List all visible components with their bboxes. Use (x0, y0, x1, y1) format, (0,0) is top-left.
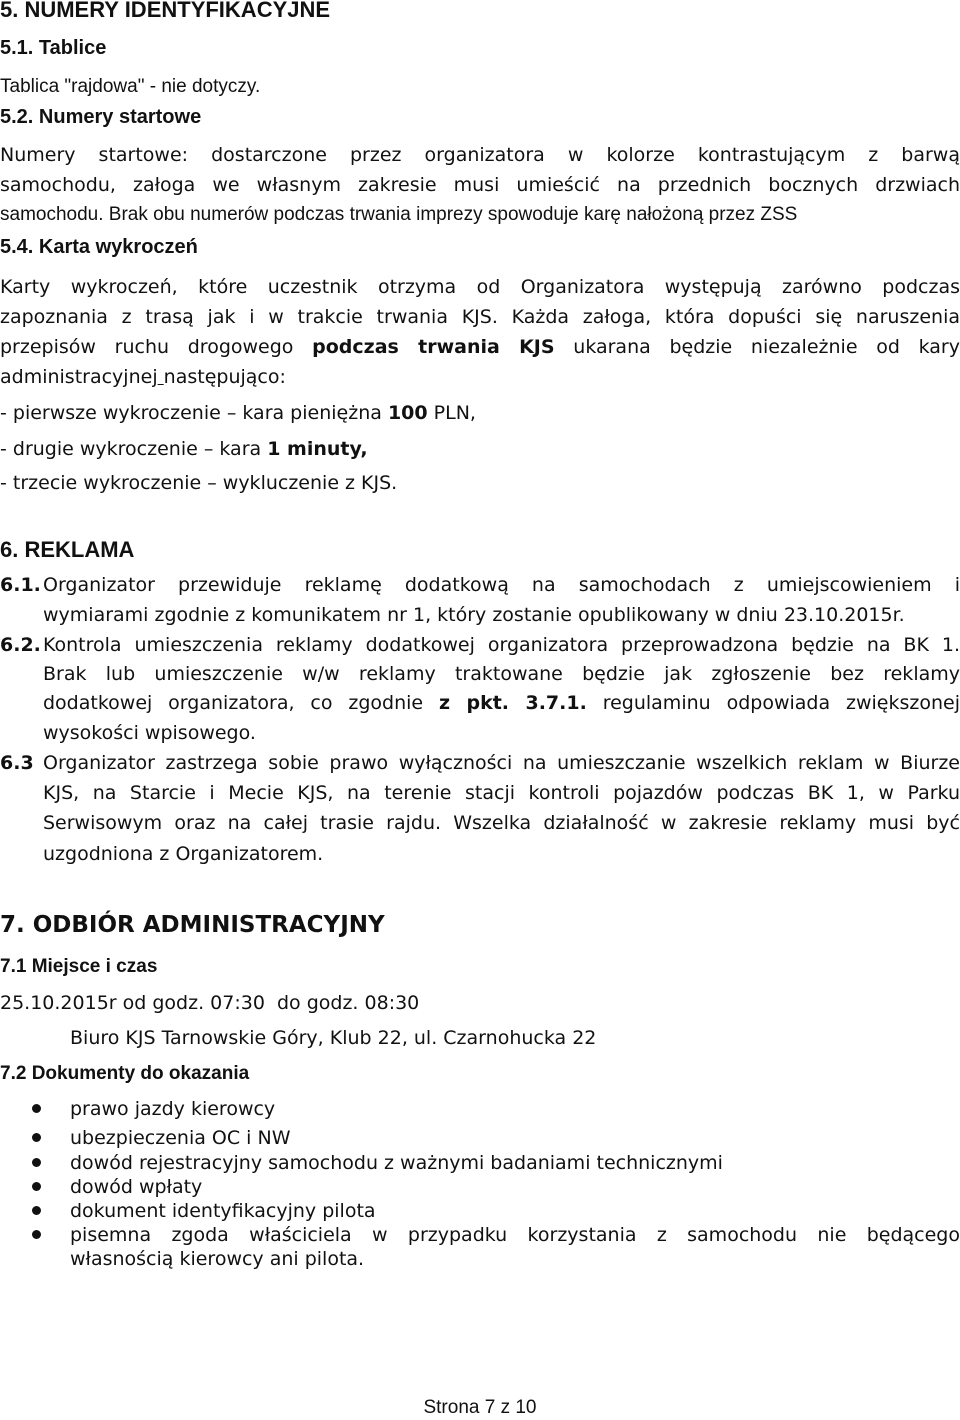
line-4-part-c: następująco: (163, 366, 286, 388)
line-3-part-a: przepisów ruchu drogowego (0, 336, 313, 358)
line-3-part-c: ukarana będzie niezależnie od kary (554, 336, 960, 358)
bullet-icon (32, 1182, 41, 1191)
penalty-1-amount: 100 (387, 402, 428, 424)
line-3-bold: podczas trwania KJS (312, 336, 555, 358)
list-item: ubezpieczenia OC i NW (70, 1127, 291, 1149)
section-5-1-text: Tablica "rajdowa" - nie dotyczy. (0, 76, 261, 97)
item-6-3-line-2: KJS, na Starcie i Mecie KJS, na terenie stacji kontroli pojazdów podczas BK 1, w Parku (43, 782, 960, 804)
item-6-1-number: 6.1. (0, 574, 41, 596)
section-5-title: 5. NUMERY IDENTYFIKACYJNE (0, 0, 331, 22)
bullet-icon (32, 1158, 41, 1167)
section-7-2-title: 7.2 Dokumenty do okazania (0, 1063, 250, 1084)
item-6-3-line-1: Organizator zastrzega sobie prawo wyłączności na umieszczanie wszelkich reklam w Biurze (43, 752, 960, 774)
item-6-2-line-1: Kontrola umieszczenia reklamy dodatkowej organizatora przeprowadzona będzie na BK 1. (43, 634, 960, 656)
line-4-part-a: administracyjnej (0, 366, 158, 388)
list-item: pisemna zgoda właściciela w przypadku korzystania z samochodu nie będącego (70, 1224, 960, 1246)
section-7-1-place: Biuro KJS Tarnowskie Góry, Klub 22, ul. Czarnohucka 22 (70, 1027, 597, 1049)
section-5-4-line-1: Karty wykroczeń, które uczestnik otrzyma od Organizatora występują zarówno podczas (0, 276, 960, 298)
penalty-3: - trzecie wykroczenie – wykluczenie z KJS. (0, 472, 398, 494)
item-6-2-line-3-part-a: dodatkowej organizatora, co zgodnie (43, 692, 439, 714)
section-5-4-line-3 (0, 335, 960, 359)
item-6-2-line-3-part-c: regulaminu odpowiada zwiększonej (586, 692, 960, 714)
item-6-2-line-3 (43, 691, 960, 715)
section-5-4-line-2: zapoznania z trasą jak i w trakcie trwania KJS. Każda załoga, która dopuści się naruszenia (0, 306, 960, 328)
list-item: dowód wpłaty (70, 1176, 203, 1198)
section-5-2-line-3: samochodu. Brak obu numerów podczas trwania imprezy spowoduje karę nałożoną przez ZSS (0, 204, 798, 225)
section-6-title: 6. REKLAMA (0, 537, 135, 562)
list-item-continuation: własnością kierowcy ani pilota. (70, 1248, 365, 1270)
bullet-icon (32, 1133, 41, 1142)
item-6-2-number: 6.2. (0, 634, 41, 656)
section-5-1-title: 5.1. Tablice (0, 37, 107, 59)
section-5-4-title: 5.4. Karta wykroczeń (0, 236, 198, 258)
section-7-1-time: 25.10.2015r od godz. 07:30 do godz. 08:30 (0, 992, 420, 1014)
item-6-3-line-3: Serwisowym oraz na całej trasie rajdu. Wszelka działalność w zakresie reklamy musi być (43, 812, 960, 834)
section-5-2-title: 5.2. Numery startowe (0, 106, 202, 128)
page-number: Strona 7 z 10 (423, 1397, 537, 1418)
penalty-2 (0, 437, 368, 461)
list-item: prawo jazdy kierowcy (70, 1098, 276, 1120)
section-5-2-line-2: samochodu, załoga we własnym zakresie musi umieścić na przednich bocznych drzwiach (0, 174, 960, 196)
bullet-icon (32, 1230, 41, 1239)
list-item: dowód rejestracyjny samochodu z ważnymi badaniami technicznymi (70, 1152, 723, 1174)
item-6-2-line-2: Brak lub umieszczenie w/w reklamy traktowane będzie jak zgłoszenie bez reklamy (43, 663, 960, 685)
bullet-icon (32, 1104, 41, 1113)
item-6-3-number: 6.3 (0, 752, 34, 774)
penalty-1-text: - pierwsze wykroczenie – kara pieniężna (0, 402, 388, 424)
penalty-2-text: - drugie wykroczenie – kara (0, 438, 268, 460)
section-7-title: 7. ODBIÓR ADMINISTRACYJNY (0, 912, 385, 938)
penalty-1-unit: PLN, (427, 402, 476, 424)
list-item: dokument identyfikacyjny pilota (70, 1200, 376, 1222)
item-6-2-line-3-bold: z pkt. 3.7.1. (438, 692, 587, 714)
section-7-1-title: 7.1 Miejsce i czas (0, 956, 158, 977)
item-6-2-line-4: wysokości wpisowego. (43, 722, 256, 744)
bullet-icon (32, 1206, 41, 1215)
section-5-4-line-4 (0, 365, 286, 389)
penalty-2-value: 1 minuty, (267, 438, 368, 460)
item-6-1-line-2: wymiarami zgodnie z komunikatem nr 1, który zostanie opublikowany w dniu 23.10.2015r. (43, 604, 905, 626)
item-6-1-line-1: Organizator przewiduje reklamę dodatkową na samochodach z umiejscowieniem i (43, 574, 960, 596)
penalty-1 (0, 401, 476, 425)
section-5-2-line-1: Numery startowe: dostarczone przez organizatora w kolorze kontrastującym z barwą (0, 144, 960, 166)
item-6-3-line-4: uzgodniona z Organizatorem. (43, 843, 324, 865)
